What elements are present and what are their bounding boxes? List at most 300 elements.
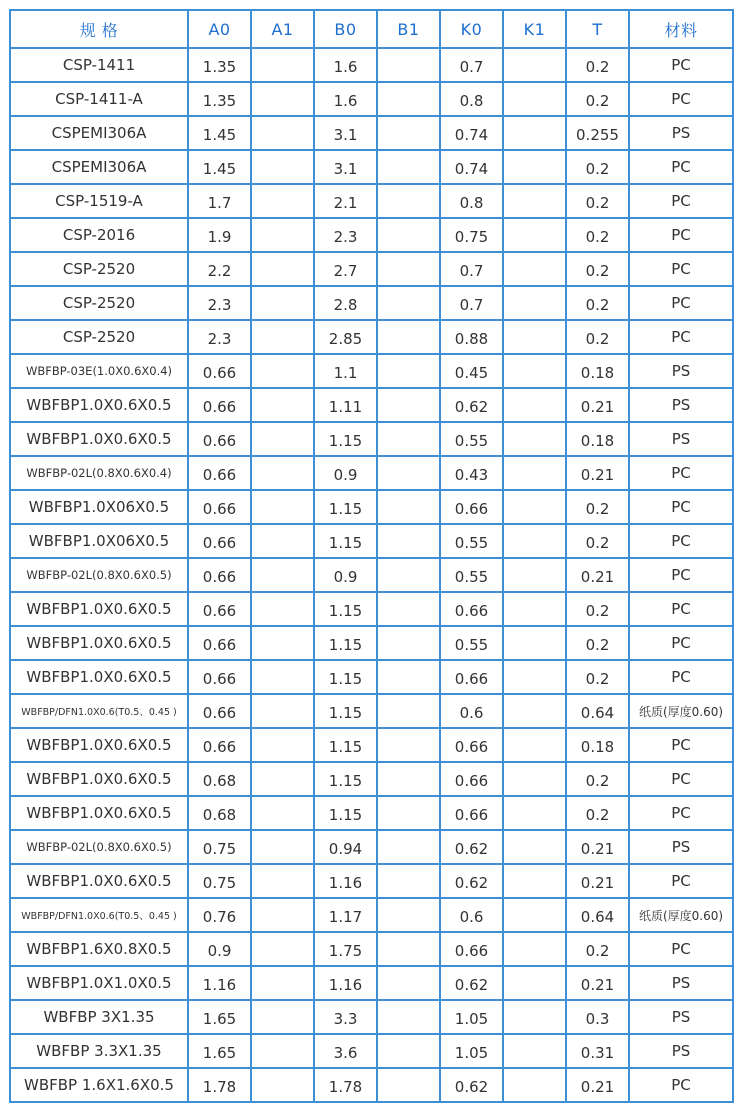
cell-k0: 0.66 bbox=[440, 932, 503, 966]
cell-b0: 1.1 bbox=[314, 354, 377, 388]
cell-material: PC bbox=[629, 558, 733, 592]
cell-t: 0.18 bbox=[566, 422, 629, 456]
cell-b0: 3.3 bbox=[314, 1000, 377, 1034]
cell-a1 bbox=[251, 150, 314, 184]
cell-b0: 3.1 bbox=[314, 116, 377, 150]
cell-k0: 0.66 bbox=[440, 728, 503, 762]
cell-k1 bbox=[503, 150, 566, 184]
cell-b0: 2.7 bbox=[314, 252, 377, 286]
cell-k0: 1.05 bbox=[440, 1000, 503, 1034]
cell-b0: 1.15 bbox=[314, 490, 377, 524]
cell-a0: 2.3 bbox=[188, 286, 251, 320]
cell-b1 bbox=[377, 456, 440, 490]
table-row bbox=[10, 286, 733, 320]
cell-t: 0.2 bbox=[566, 286, 629, 320]
cell-spec: WBFBP 1.6X1.6X0.5 bbox=[10, 1068, 188, 1102]
column-header-k1: K1 bbox=[503, 10, 566, 48]
cell-a1 bbox=[251, 388, 314, 422]
cell-spec: WBFBP1.0X0.6X0.5 bbox=[10, 660, 188, 694]
cell-a1 bbox=[251, 82, 314, 116]
cell-material: PC bbox=[629, 728, 733, 762]
cell-k1 bbox=[503, 354, 566, 388]
cell-b0: 1.15 bbox=[314, 626, 377, 660]
cell-t: 0.2 bbox=[566, 82, 629, 116]
cell-b0: 1.15 bbox=[314, 728, 377, 762]
cell-b1 bbox=[377, 82, 440, 116]
cell-b0: 1.16 bbox=[314, 966, 377, 1000]
cell-k0: 0.45 bbox=[440, 354, 503, 388]
cell-material: PC bbox=[629, 626, 733, 660]
cell-b1 bbox=[377, 694, 440, 728]
cell-material: PC bbox=[629, 286, 733, 320]
cell-b0: 1.15 bbox=[314, 592, 377, 626]
column-header-a0: A0 bbox=[188, 10, 251, 48]
cell-material: PC bbox=[629, 796, 733, 830]
cell-b1 bbox=[377, 252, 440, 286]
cell-a1 bbox=[251, 1068, 314, 1102]
cell-b1 bbox=[377, 830, 440, 864]
table-row bbox=[10, 762, 733, 796]
cell-b0: 3.6 bbox=[314, 1034, 377, 1068]
cell-k1 bbox=[503, 1068, 566, 1102]
cell-spec: WBFBP1.0X0.6X0.5 bbox=[10, 388, 188, 422]
cell-k1 bbox=[503, 830, 566, 864]
cell-k0: 0.62 bbox=[440, 1068, 503, 1102]
table-row bbox=[10, 966, 733, 1000]
cell-material: 纸质(厚度0.60) bbox=[629, 694, 733, 728]
table-row bbox=[10, 1000, 733, 1034]
table-row bbox=[10, 184, 733, 218]
cell-a1 bbox=[251, 524, 314, 558]
cell-spec: CSPEMI306A bbox=[10, 116, 188, 150]
cell-t: 0.2 bbox=[566, 184, 629, 218]
table-row bbox=[10, 388, 733, 422]
cell-spec: WBFBP1.0X1.0X0.5 bbox=[10, 966, 188, 1000]
cell-a1 bbox=[251, 1000, 314, 1034]
cell-b1 bbox=[377, 796, 440, 830]
table-row bbox=[10, 898, 733, 932]
cell-a1 bbox=[251, 728, 314, 762]
cell-spec: WBFBP1.0X0.6X0.5 bbox=[10, 592, 188, 626]
cell-b0: 1.15 bbox=[314, 422, 377, 456]
cell-a1 bbox=[251, 762, 314, 796]
cell-a1 bbox=[251, 422, 314, 456]
table-row bbox=[10, 524, 733, 558]
cell-material: PC bbox=[629, 320, 733, 354]
cell-b0: 1.78 bbox=[314, 1068, 377, 1102]
column-header-a1: A1 bbox=[251, 10, 314, 48]
cell-t: 0.21 bbox=[566, 558, 629, 592]
cell-b0: 0.94 bbox=[314, 830, 377, 864]
cell-b1 bbox=[377, 524, 440, 558]
cell-k0: 0.8 bbox=[440, 82, 503, 116]
cell-a0: 0.66 bbox=[188, 558, 251, 592]
cell-material: PS bbox=[629, 388, 733, 422]
cell-t: 0.64 bbox=[566, 694, 629, 728]
cell-a0: 1.45 bbox=[188, 150, 251, 184]
cell-material: PC bbox=[629, 48, 733, 82]
cell-a1 bbox=[251, 660, 314, 694]
cell-a0: 0.68 bbox=[188, 796, 251, 830]
cell-spec: WBFBP 3X1.35 bbox=[10, 1000, 188, 1034]
table-row bbox=[10, 150, 733, 184]
cell-t: 0.2 bbox=[566, 660, 629, 694]
cell-spec: CSP-2520 bbox=[10, 252, 188, 286]
table-row bbox=[10, 218, 733, 252]
cell-a0: 0.66 bbox=[188, 524, 251, 558]
column-header-k0: K0 bbox=[440, 10, 503, 48]
table-row bbox=[10, 320, 733, 354]
cell-b1 bbox=[377, 864, 440, 898]
cell-k1 bbox=[503, 116, 566, 150]
cell-material: PC bbox=[629, 218, 733, 252]
table-body bbox=[10, 48, 733, 1102]
table-row bbox=[10, 864, 733, 898]
cell-k1 bbox=[503, 252, 566, 286]
table-row bbox=[10, 48, 733, 82]
table-row bbox=[10, 82, 733, 116]
table-row bbox=[10, 932, 733, 966]
cell-b0: 1.15 bbox=[314, 660, 377, 694]
cell-k0: 0.55 bbox=[440, 422, 503, 456]
cell-b1 bbox=[377, 932, 440, 966]
cell-a0: 0.66 bbox=[188, 728, 251, 762]
cell-k1 bbox=[503, 592, 566, 626]
cell-b0: 1.15 bbox=[314, 694, 377, 728]
cell-material: PC bbox=[629, 490, 733, 524]
cell-k0: 0.66 bbox=[440, 762, 503, 796]
table-row bbox=[10, 252, 733, 286]
cell-b1 bbox=[377, 762, 440, 796]
cell-material: PS bbox=[629, 1034, 733, 1068]
cell-spec: CSP-2520 bbox=[10, 320, 188, 354]
cell-a0: 0.75 bbox=[188, 830, 251, 864]
cell-t: 0.2 bbox=[566, 524, 629, 558]
cell-k0: 0.88 bbox=[440, 320, 503, 354]
cell-a1 bbox=[251, 592, 314, 626]
cell-spec: WBFBP 3.3X1.35 bbox=[10, 1034, 188, 1068]
cell-t: 0.255 bbox=[566, 116, 629, 150]
cell-spec: WBFBP1.0X0.6X0.5 bbox=[10, 728, 188, 762]
cell-b0: 1.6 bbox=[314, 48, 377, 82]
cell-material: PC bbox=[629, 762, 733, 796]
cell-k0: 0.74 bbox=[440, 116, 503, 150]
cell-a0: 0.68 bbox=[188, 762, 251, 796]
cell-b1 bbox=[377, 626, 440, 660]
cell-t: 0.21 bbox=[566, 388, 629, 422]
spec-table-container bbox=[9, 9, 734, 1103]
cell-k1 bbox=[503, 320, 566, 354]
cell-b1 bbox=[377, 286, 440, 320]
cell-t: 0.31 bbox=[566, 1034, 629, 1068]
cell-t: 0.3 bbox=[566, 1000, 629, 1034]
cell-b1 bbox=[377, 490, 440, 524]
cell-spec: WBFBP1.0X0.6X0.5 bbox=[10, 422, 188, 456]
cell-spec: CSP-2016 bbox=[10, 218, 188, 252]
cell-t: 0.2 bbox=[566, 490, 629, 524]
cell-material: PC bbox=[629, 252, 733, 286]
cell-material: PC bbox=[629, 1068, 733, 1102]
cell-k0: 0.7 bbox=[440, 252, 503, 286]
cell-a1 bbox=[251, 1034, 314, 1068]
table-row bbox=[10, 592, 733, 626]
cell-k0: 0.62 bbox=[440, 966, 503, 1000]
cell-material: PS bbox=[629, 966, 733, 1000]
cell-k1 bbox=[503, 48, 566, 82]
cell-material: PS bbox=[629, 116, 733, 150]
cell-k0: 0.43 bbox=[440, 456, 503, 490]
cell-a1 bbox=[251, 694, 314, 728]
column-header-b1: B1 bbox=[377, 10, 440, 48]
cell-spec: WBFBP1.0X06X0.5 bbox=[10, 490, 188, 524]
cell-material: PS bbox=[629, 422, 733, 456]
cell-t: 0.64 bbox=[566, 898, 629, 932]
cell-b1 bbox=[377, 184, 440, 218]
cell-a1 bbox=[251, 490, 314, 524]
cell-a1 bbox=[251, 184, 314, 218]
cell-t: 0.21 bbox=[566, 864, 629, 898]
cell-spec: CSPEMI306A bbox=[10, 150, 188, 184]
cell-a1 bbox=[251, 898, 314, 932]
cell-a1 bbox=[251, 456, 314, 490]
table-row bbox=[10, 1068, 733, 1102]
cell-spec: WBFBP1.0X06X0.5 bbox=[10, 524, 188, 558]
cell-a0: 0.66 bbox=[188, 388, 251, 422]
cell-k1 bbox=[503, 490, 566, 524]
cell-a1 bbox=[251, 932, 314, 966]
cell-t: 0.21 bbox=[566, 830, 629, 864]
cell-a0: 0.66 bbox=[188, 626, 251, 660]
cell-material: 纸质(厚度0.60) bbox=[629, 898, 733, 932]
cell-spec: CSP-2520 bbox=[10, 286, 188, 320]
cell-a0: 0.66 bbox=[188, 660, 251, 694]
cell-material: PS bbox=[629, 830, 733, 864]
cell-spec: CSP-1519-A bbox=[10, 184, 188, 218]
cell-k1 bbox=[503, 286, 566, 320]
cell-a0: 1.7 bbox=[188, 184, 251, 218]
cell-t: 0.21 bbox=[566, 1068, 629, 1102]
cell-b0: 1.11 bbox=[314, 388, 377, 422]
cell-b0: 1.15 bbox=[314, 796, 377, 830]
cell-t: 0.2 bbox=[566, 218, 629, 252]
cell-material: PC bbox=[629, 184, 733, 218]
cell-k1 bbox=[503, 864, 566, 898]
cell-a1 bbox=[251, 48, 314, 82]
table-row bbox=[10, 456, 733, 490]
cell-k0: 0.62 bbox=[440, 830, 503, 864]
cell-t: 0.21 bbox=[566, 966, 629, 1000]
cell-spec: WBFBP/DFN1.0X0.6(T0.5、0.45 ) bbox=[10, 694, 188, 728]
column-header-spec: 规 格 bbox=[10, 10, 188, 48]
cell-k1 bbox=[503, 932, 566, 966]
cell-a1 bbox=[251, 966, 314, 1000]
cell-a0: 0.66 bbox=[188, 490, 251, 524]
cell-b1 bbox=[377, 1068, 440, 1102]
cell-k1 bbox=[503, 626, 566, 660]
table-row bbox=[10, 660, 733, 694]
cell-t: 0.2 bbox=[566, 762, 629, 796]
cell-a0: 0.66 bbox=[188, 422, 251, 456]
cell-k0: 0.66 bbox=[440, 592, 503, 626]
column-header-b0: B0 bbox=[314, 10, 377, 48]
cell-b1 bbox=[377, 320, 440, 354]
cell-spec: CSP-1411 bbox=[10, 48, 188, 82]
cell-a0: 0.66 bbox=[188, 354, 251, 388]
cell-b0: 2.3 bbox=[314, 218, 377, 252]
cell-material: PC bbox=[629, 592, 733, 626]
cell-material: PC bbox=[629, 82, 733, 116]
cell-t: 0.2 bbox=[566, 320, 629, 354]
cell-k0: 0.62 bbox=[440, 388, 503, 422]
cell-b1 bbox=[377, 354, 440, 388]
cell-material: PC bbox=[629, 150, 733, 184]
cell-k0: 0.75 bbox=[440, 218, 503, 252]
cell-b1 bbox=[377, 728, 440, 762]
cell-a0: 1.35 bbox=[188, 48, 251, 82]
cell-a0: 2.3 bbox=[188, 320, 251, 354]
cell-spec: WBFBP-03E(1.0X0.6X0.4) bbox=[10, 354, 188, 388]
cell-t: 0.2 bbox=[566, 932, 629, 966]
cell-spec: WBFBP-02L(0.8X0.6X0.5) bbox=[10, 558, 188, 592]
cell-k1 bbox=[503, 898, 566, 932]
table-row bbox=[10, 1034, 733, 1068]
cell-k1 bbox=[503, 966, 566, 1000]
cell-spec: WBFBP1.6X0.8X0.5 bbox=[10, 932, 188, 966]
cell-material: PC bbox=[629, 932, 733, 966]
cell-b0: 3.1 bbox=[314, 150, 377, 184]
cell-k0: 0.66 bbox=[440, 660, 503, 694]
cell-k0: 0.66 bbox=[440, 490, 503, 524]
cell-k1 bbox=[503, 796, 566, 830]
cell-k0: 0.66 bbox=[440, 796, 503, 830]
table-row bbox=[10, 354, 733, 388]
table-row bbox=[10, 626, 733, 660]
cell-b0: 0.9 bbox=[314, 456, 377, 490]
cell-a1 bbox=[251, 252, 314, 286]
cell-b1 bbox=[377, 558, 440, 592]
cell-a1 bbox=[251, 626, 314, 660]
cell-k0: 0.74 bbox=[440, 150, 503, 184]
cell-a1 bbox=[251, 320, 314, 354]
cell-k0: 0.6 bbox=[440, 694, 503, 728]
cell-a1 bbox=[251, 286, 314, 320]
cell-k1 bbox=[503, 728, 566, 762]
cell-spec: WBFBP/DFN1.0X0.6(T0.5、0.45 ) bbox=[10, 898, 188, 932]
cell-t: 0.2 bbox=[566, 796, 629, 830]
cell-a0: 0.76 bbox=[188, 898, 251, 932]
cell-b1 bbox=[377, 116, 440, 150]
cell-b1 bbox=[377, 150, 440, 184]
cell-b1 bbox=[377, 592, 440, 626]
cell-a0: 1.35 bbox=[188, 82, 251, 116]
cell-b1 bbox=[377, 218, 440, 252]
cell-a0: 1.16 bbox=[188, 966, 251, 1000]
cell-k1 bbox=[503, 422, 566, 456]
cell-b1 bbox=[377, 1000, 440, 1034]
cell-k1 bbox=[503, 1034, 566, 1068]
cell-k1 bbox=[503, 1000, 566, 1034]
table-row bbox=[10, 694, 733, 728]
cell-t: 0.2 bbox=[566, 48, 629, 82]
cell-a0: 1.65 bbox=[188, 1034, 251, 1068]
cell-a1 bbox=[251, 116, 314, 150]
cell-material: PC bbox=[629, 660, 733, 694]
cell-k0: 0.55 bbox=[440, 558, 503, 592]
table-row bbox=[10, 490, 733, 524]
cell-a0: 0.66 bbox=[188, 592, 251, 626]
cell-t: 0.2 bbox=[566, 592, 629, 626]
cell-b0: 1.15 bbox=[314, 524, 377, 558]
cell-k1 bbox=[503, 218, 566, 252]
cell-b1 bbox=[377, 1034, 440, 1068]
cell-k0: 0.7 bbox=[440, 286, 503, 320]
cell-b0: 2.8 bbox=[314, 286, 377, 320]
cell-t: 0.18 bbox=[566, 728, 629, 762]
cell-b1 bbox=[377, 898, 440, 932]
cell-k1 bbox=[503, 524, 566, 558]
cell-a0: 0.66 bbox=[188, 694, 251, 728]
cell-a0: 0.9 bbox=[188, 932, 251, 966]
cell-a0: 0.75 bbox=[188, 864, 251, 898]
cell-material: PC bbox=[629, 864, 733, 898]
table-row bbox=[10, 558, 733, 592]
column-header-material: 材料 bbox=[629, 10, 733, 48]
table-row bbox=[10, 728, 733, 762]
cell-a0: 1.45 bbox=[188, 116, 251, 150]
cell-k1 bbox=[503, 456, 566, 490]
cell-material: PS bbox=[629, 354, 733, 388]
table-row bbox=[10, 116, 733, 150]
header-row bbox=[10, 10, 733, 48]
carrier-tape-spec-table bbox=[9, 9, 734, 1103]
cell-material: PC bbox=[629, 524, 733, 558]
cell-material: PS bbox=[629, 1000, 733, 1034]
column-header-t: T bbox=[566, 10, 629, 48]
cell-b0: 1.17 bbox=[314, 898, 377, 932]
cell-a0: 1.65 bbox=[188, 1000, 251, 1034]
table-row bbox=[10, 796, 733, 830]
cell-b1 bbox=[377, 660, 440, 694]
cell-a1 bbox=[251, 864, 314, 898]
cell-t: 0.2 bbox=[566, 150, 629, 184]
cell-spec: WBFBP1.0X0.6X0.5 bbox=[10, 762, 188, 796]
table-row bbox=[10, 830, 733, 864]
cell-k0: 0.8 bbox=[440, 184, 503, 218]
cell-a0: 2.2 bbox=[188, 252, 251, 286]
cell-a0: 0.66 bbox=[188, 456, 251, 490]
cell-k0: 0.62 bbox=[440, 864, 503, 898]
cell-spec: WBFBP-02L(0.8X0.6X0.5) bbox=[10, 830, 188, 864]
cell-k0: 0.55 bbox=[440, 524, 503, 558]
cell-a1 bbox=[251, 218, 314, 252]
cell-k1 bbox=[503, 660, 566, 694]
cell-a1 bbox=[251, 354, 314, 388]
cell-b0: 1.16 bbox=[314, 864, 377, 898]
cell-k1 bbox=[503, 762, 566, 796]
table-row bbox=[10, 422, 733, 456]
cell-b1 bbox=[377, 48, 440, 82]
cell-material: PC bbox=[629, 456, 733, 490]
cell-t: 0.21 bbox=[566, 456, 629, 490]
cell-spec: WBFBP1.0X0.6X0.5 bbox=[10, 864, 188, 898]
cell-k1 bbox=[503, 82, 566, 116]
cell-k0: 0.6 bbox=[440, 898, 503, 932]
cell-spec: WBFBP1.0X0.6X0.5 bbox=[10, 796, 188, 830]
cell-a0: 1.78 bbox=[188, 1068, 251, 1102]
cell-k0: 0.7 bbox=[440, 48, 503, 82]
cell-b0: 2.1 bbox=[314, 184, 377, 218]
cell-spec: CSP-1411-A bbox=[10, 82, 188, 116]
